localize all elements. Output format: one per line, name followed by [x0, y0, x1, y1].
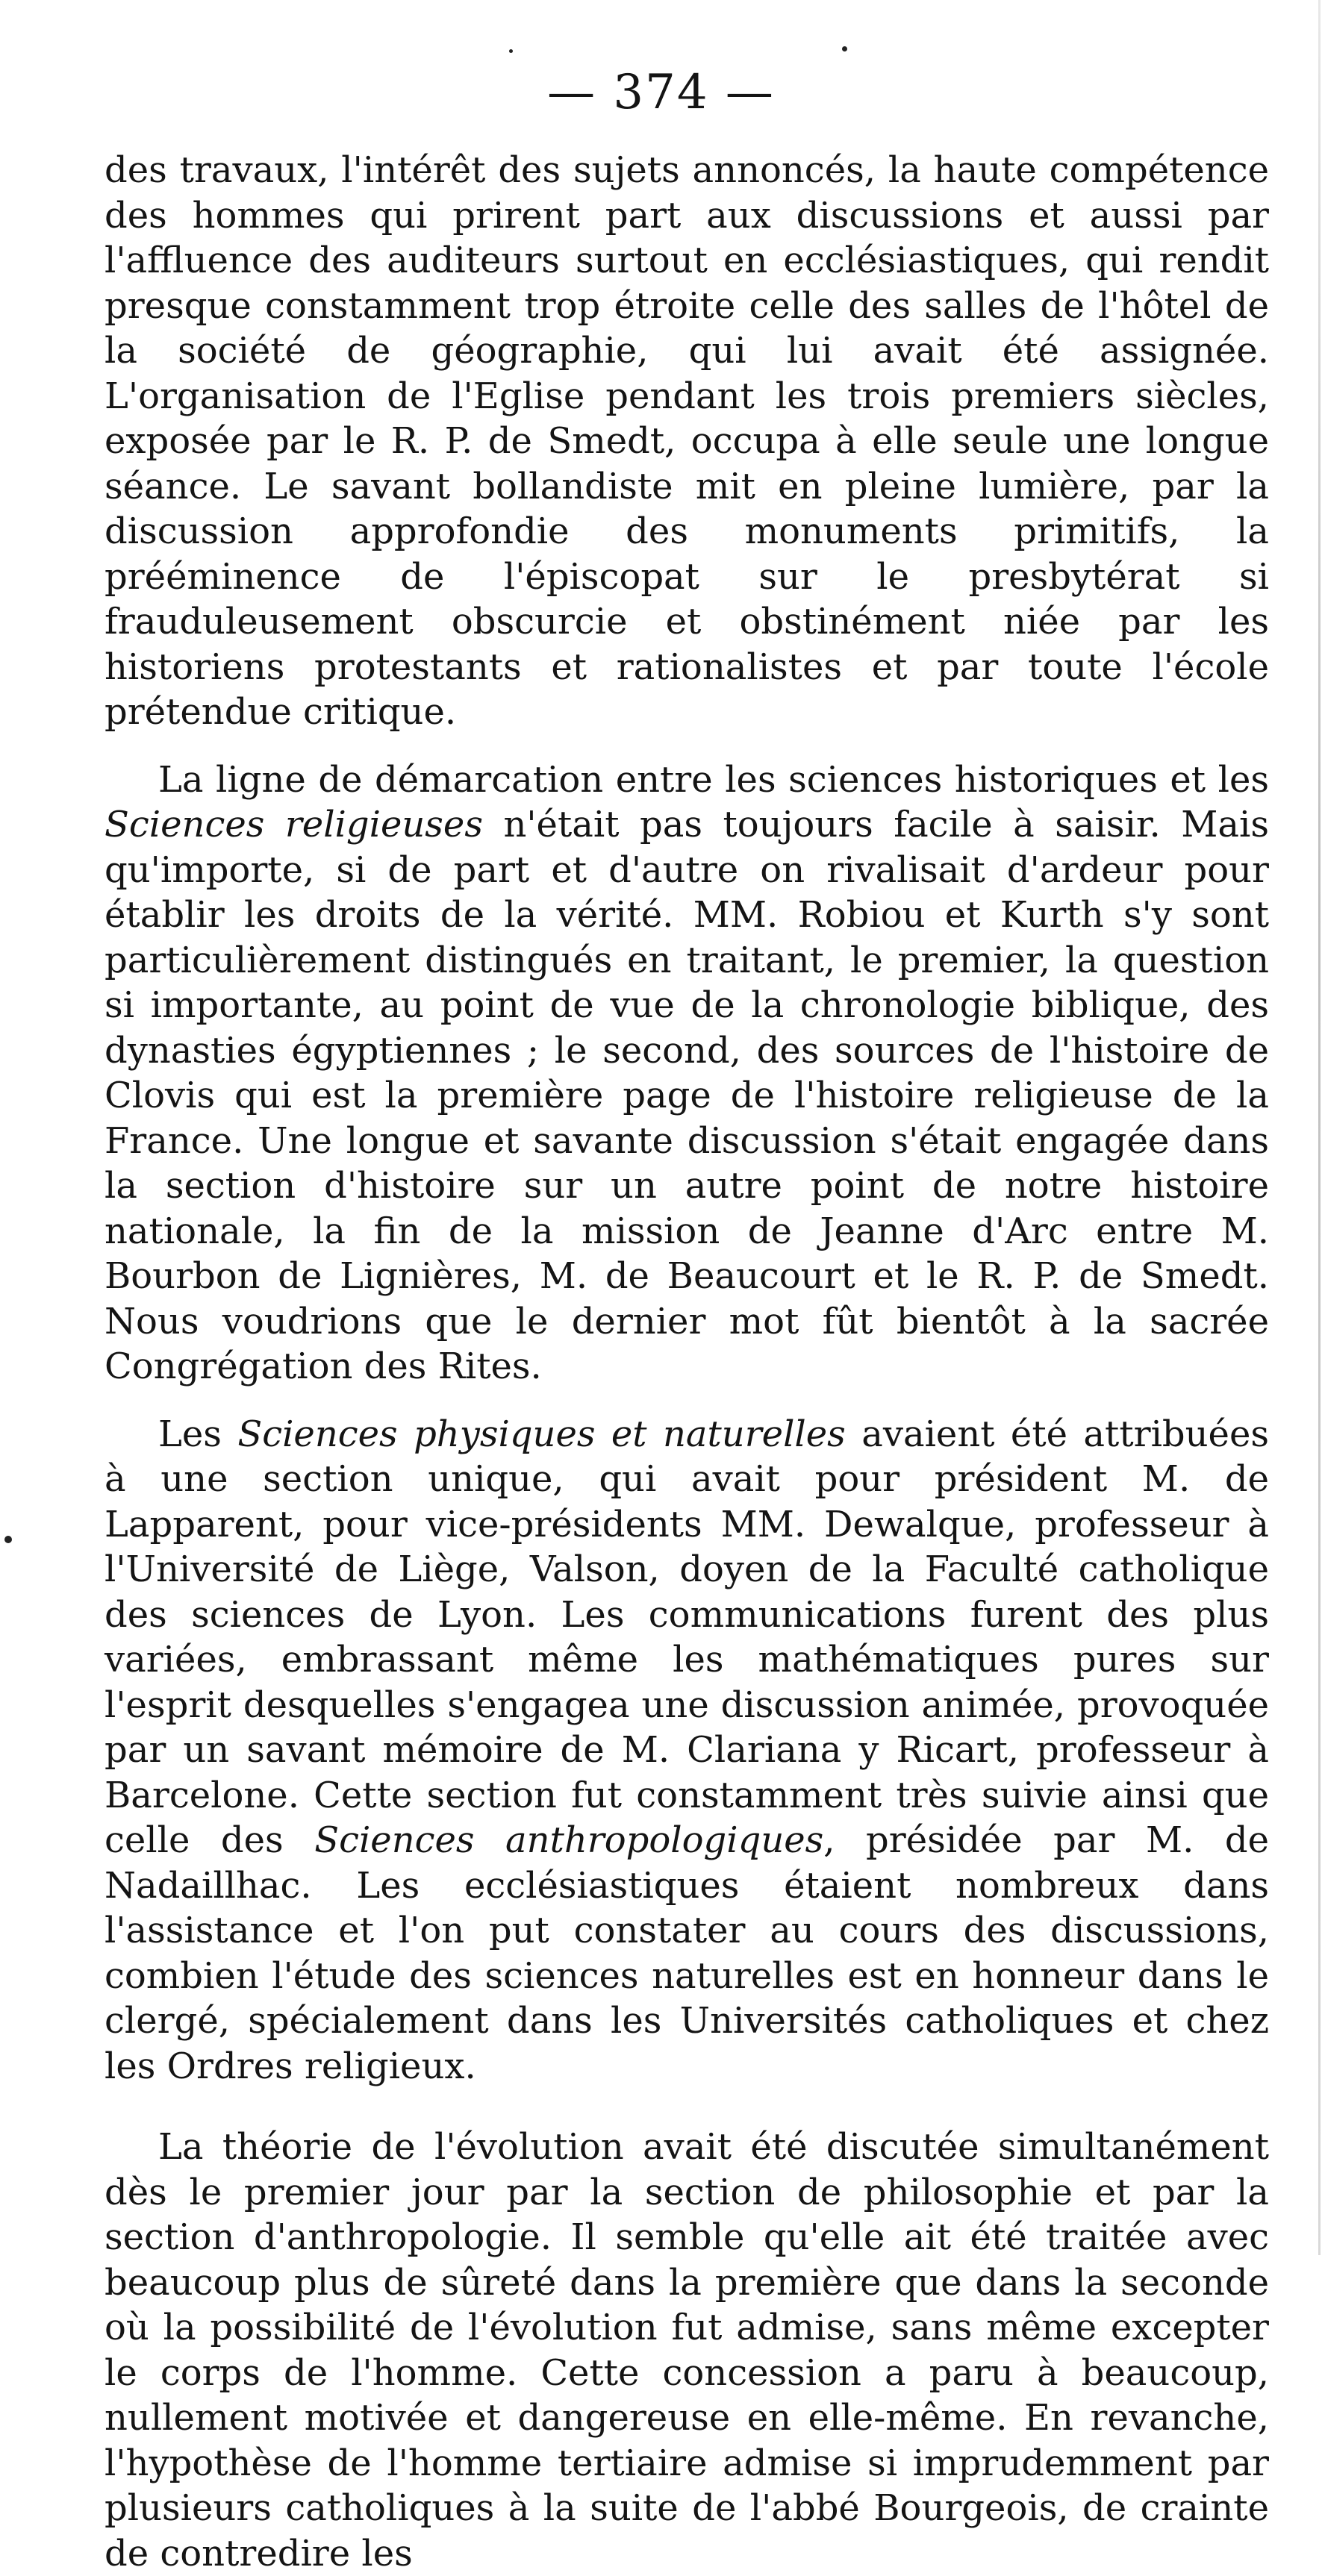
- page-edge-shadow: [1318, 0, 1321, 2255]
- page-number: — 374 —: [547, 65, 775, 120]
- ink-speck: [509, 49, 513, 53]
- margin-bullet-mark: [4, 1536, 12, 1543]
- paragraph-3-text-c: , présidée par M. de Nadaillhac. Les ecclésiastiques étaient nombreux dans l'assistance et l'on put constater au cours des discussions, combien l'étude des sciences naturelles est en honneur dans le clergé, spécialement dans les Universités catholiques et chez les Ordres religieux.: [105, 1819, 1270, 2087]
- paragraph-2-italic-term: Sciences religieuses: [105, 804, 483, 845]
- paragraph-3: [105, 1412, 1269, 2089]
- paragraph-3-text-b: avaient été attribuées à une section unique, qui avait pour président M. de Lapparent, pour vice-présidents MM. Dewalque, professeur à l'Université de Liège, Valson, doyen de la Faculté catholique des sciences de Lyon. Les communications furent des plus variées, embrassant même les mathématiques pures sur l'esprit desquelles s'engagea une discussion animée, provoquée par un savant mémoire de M. Clariana y Ricart, professeur à Barcelone. Cette section fut constamment très suivie ainsi que celle des: [105, 1413, 1269, 1861]
- paragraph-1-text: des travaux, l'intérêt des sujets annoncés, la haute compétence des hommes qui prirent part aux discussions et aussi par l'affluence des auditeurs surtout en ecclésiastiques, qui rendit presque constamment trop étroite celle des salles de l'hôtel de la société de géographie, qui lui avait été assignée. L'organisation de l'Eglise pendant les trois premiers siècles, exposée par le R. P. de Smedt, occupa à elle seule une longue séance. Le savant bollandiste mit en pleine lumière, par la discussion approfondie des monuments primitifs, la prééminence de l'épiscopat sur le presbytérat si frauduleusement obscurcie et obstinément niée par les historiens protestants et rationalistes et par toute l'école prétendue critique.: [105, 149, 1269, 733]
- ink-speck: [842, 46, 847, 51]
- paragraph-1: [105, 148, 1269, 735]
- paragraph-3-text-a: Les: [158, 1413, 238, 1455]
- paragraph-2: [105, 757, 1269, 1389]
- paragraph-4: [105, 2125, 1269, 2576]
- paragraph-2-text-b: n'était pas toujours facile à saisir. Mais qu'importe, si de part et d'autre on rivalisait d'ardeur pour établir les droits de la vérité. MM. Robiou et Kurth s'y sont particulièrement distingués en traitant, le premier, la question si importante, au point de vue de la chronologie biblique, des dynasties égyptiennes ; le second, des sources de l'histoire de Clovis qui est la première page de l'histoire religieuse de la France. Une longue et savante discussion s'était engagée dans la section d'histoire sur un autre point de notre histoire nationale, la fin de la mission de Jeanne d'Arc entre M. Bourbon de Lignières, M. de Beaucourt et le R. P. de Smedt. Nous voudrions que le dernier mot fût bientôt à la sacrée Congrégation des Rites.: [105, 804, 1269, 1387]
- paragraph-2-text-a: La ligne de démarcation entre les sciences historiques et les: [158, 758, 1269, 801]
- paragraph-4-text: La théorie de l'évolution avait été discutée simultanément dès le premier jour par la section de philosophie et par la section d'anthropologie. Il semble qu'elle ait été traitée avec beaucoup plus de sûreté dans la première que dans la seconde où la possibilité de l'évolution fut admise, sans même excepter le corps de l'homme. Cette concession a paru à beaucoup, nullement motivée et dangereuse en elle-même. En revanche, l'hypothèse de l'homme tertiaire admise si imprudemment par plusieurs catholiques à la suite de l'abbé Bourgeois, de crainte de contredire les: [105, 2126, 1269, 2575]
- body-text: [105, 148, 1269, 2576]
- paragraph-3-italic-term-2: Sciences anthropologiques: [314, 1819, 824, 1861]
- paragraph-3-italic-term-1: Sciences physiques et naturelles: [237, 1413, 846, 1455]
